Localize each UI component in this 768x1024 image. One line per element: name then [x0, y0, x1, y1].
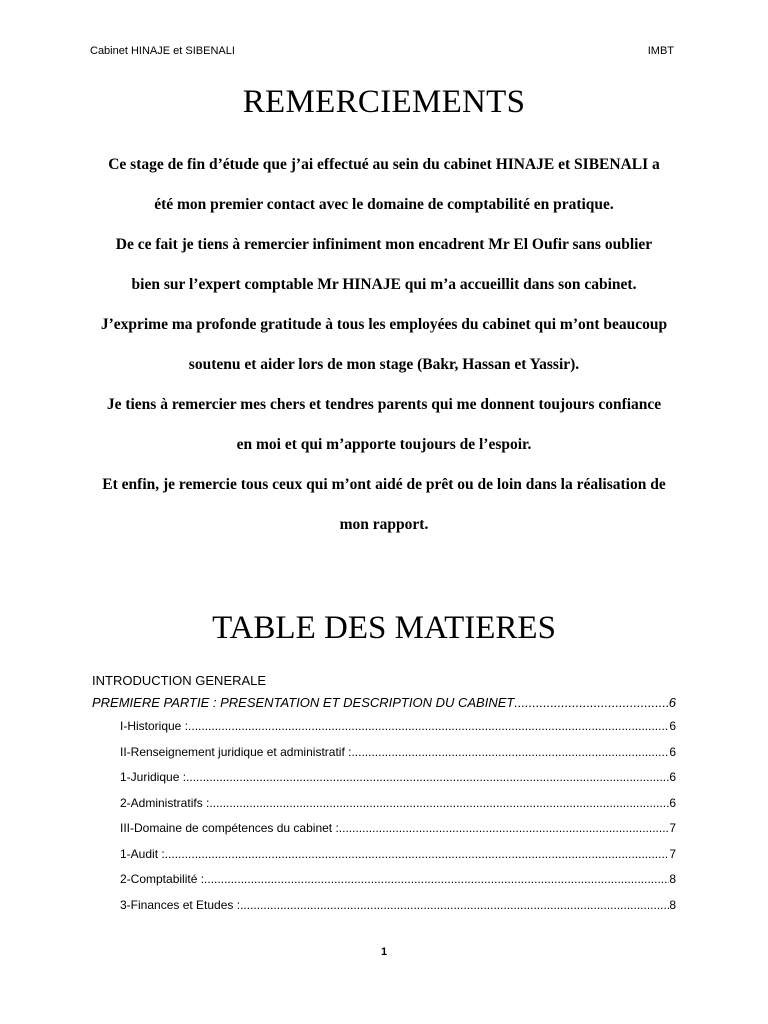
toc-entry-page: 8 — [669, 897, 676, 912]
remerciements-title: REMERCIEMENTS — [242, 84, 526, 120]
toc-entry[interactable] — [92, 714, 676, 740]
toc-leader-dots — [186, 765, 669, 791]
toc-entry-page: 7 — [669, 821, 676, 835]
toc-entry-page: 6 — [669, 744, 676, 759]
toc-entry-label: PREMIERE PARTIE : PRESENTATION ET DESCRIPTION DU CABINET — [92, 695, 515, 710]
toc-entry-page: 8 — [669, 872, 676, 886]
table-of-contents — [92, 670, 676, 918]
toc-entry-label: 3-Finances et Etudes : — [120, 897, 241, 912]
toc-entry[interactable] — [92, 842, 676, 868]
toc-entry-label: 1-Juridique : — [120, 770, 187, 784]
page-header — [90, 45, 674, 57]
toc-entry-label: 2-Administratifs : — [120, 795, 210, 810]
toc-entry-label: 1-Audit : — [120, 846, 165, 861]
toc-leader-dots — [339, 816, 670, 842]
toc-leader-dots — [351, 740, 669, 766]
header-right: IMBT — [647, 45, 674, 57]
toc-entry-label: III-Domaine de compétences du cabinet : — [120, 821, 339, 835]
toc-entry-page: 6 — [669, 795, 676, 810]
paragraph: J’exprime ma profonde gratitude à tous les employées du cabinet qui m’ont beaucoup soutenu et aider lors de mon stage (Bakr, Hassan et Yassir). — [100, 316, 668, 373]
toc-entry-label: I-Historique : — [120, 719, 189, 733]
toc-intro: INTRODUCTION GENERALE — [92, 673, 267, 688]
toc-leader-dots — [165, 842, 670, 868]
paragraph: De ce fait je tiens à remercier infiniment mon encadrent Mr El Oufir sans oublier bien sur l’expert comptable Mr HINAJE qui m’a accueillit dans son cabinet. — [115, 236, 653, 293]
toc-entry-page: 7 — [669, 846, 676, 861]
toc-entry-label: 2-Comptabilité : — [120, 872, 205, 886]
page-number: 1 — [380, 946, 388, 958]
toc-entry-page: 6 — [668, 695, 676, 710]
paragraph: Et enfin, je remercie tous ceux qui m’ont aidé de prêt ou de loin dans la réalisation de mon rapport. — [102, 476, 666, 533]
toc-leader-dots — [209, 791, 669, 817]
toc-entry-label: II-Renseignement juridique et administratif : — [120, 744, 352, 759]
toc-leader-dots — [188, 714, 669, 740]
remerciements-body — [100, 145, 668, 545]
toc-entry[interactable] — [92, 816, 676, 842]
toc-leader-dots — [514, 692, 668, 714]
toc-entry-part[interactable] — [92, 692, 676, 714]
toc-leader-dots — [204, 867, 669, 893]
toc-entry[interactable] — [92, 791, 676, 817]
toc-entry-page: 6 — [669, 770, 676, 784]
toc-entry[interactable] — [92, 867, 676, 893]
toc-leader-dots — [240, 893, 669, 919]
paragraph: Je tiens à remercier mes chers et tendres parents qui me donnent toujours confiance en moi et qui m’apporte toujours de l’espoir. — [106, 396, 662, 453]
toc-entry-page: 6 — [669, 719, 676, 733]
paragraph: Ce stage de fin d’étude que j’ai effectué au sein du cabinet HINAJE et SIBENALI a été mon premier contact avec le domaine de comptabilité en pratique. — [108, 156, 660, 213]
header-left: Cabinet HINAJE et SIBENALI — [90, 45, 235, 57]
toc-title: TABLE DES MATIERES — [212, 610, 556, 646]
toc-entry[interactable] — [92, 740, 676, 766]
toc-entry[interactable] — [92, 765, 676, 791]
toc-entry[interactable] — [92, 893, 676, 919]
